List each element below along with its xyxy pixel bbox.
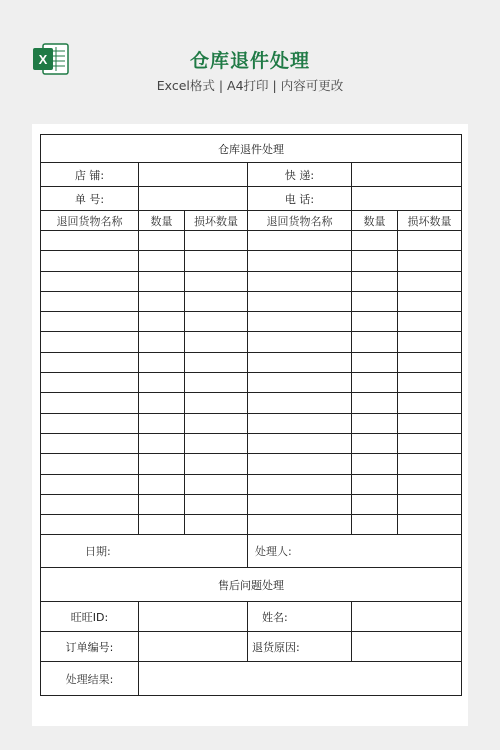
- table-cell[interactable]: [139, 352, 185, 372]
- result-field[interactable]: [139, 662, 462, 696]
- return-reason-field[interactable]: [352, 632, 462, 662]
- table-row: [41, 393, 462, 413]
- form-title: 仓库退件处理: [41, 135, 462, 163]
- table-cell[interactable]: [248, 494, 352, 514]
- table-cell[interactable]: [352, 413, 398, 433]
- table-row: [41, 271, 462, 291]
- wangwang-label: 旺旺ID:: [41, 602, 139, 632]
- table-cell[interactable]: [352, 332, 398, 352]
- table-cell[interactable]: [185, 271, 248, 291]
- wangwang-field[interactable]: [139, 602, 248, 632]
- table-cell[interactable]: [398, 251, 462, 271]
- table-cell[interactable]: [41, 413, 139, 433]
- table-row: [41, 454, 462, 474]
- table-row: [41, 494, 462, 514]
- col-header-qty: 数量: [139, 211, 185, 231]
- table-cell[interactable]: [41, 393, 139, 413]
- shop-label: 店 铺:: [41, 163, 139, 187]
- table-cell[interactable]: [139, 393, 185, 413]
- table-cell[interactable]: [41, 312, 139, 332]
- col-header-damaged-qty-2: 损坏数量: [398, 211, 462, 231]
- after-sales-title: 售后问题处理: [41, 568, 462, 602]
- table-row: [41, 251, 462, 271]
- table-cell[interactable]: [248, 373, 352, 393]
- table-cell[interactable]: [41, 454, 139, 474]
- table-row: [41, 332, 462, 352]
- table-cell[interactable]: [139, 433, 185, 453]
- table-cell[interactable]: [398, 271, 462, 291]
- table-row: [41, 413, 462, 433]
- table-cell[interactable]: [352, 515, 398, 535]
- table-cell[interactable]: [248, 352, 352, 372]
- table-cell[interactable]: [41, 271, 139, 291]
- order-field[interactable]: [139, 187, 248, 211]
- page-header: [0, 0, 500, 118]
- table-cell[interactable]: [398, 454, 462, 474]
- return-reason-label: 退货原因:: [248, 632, 352, 662]
- table-cell[interactable]: [185, 413, 248, 433]
- table-cell[interactable]: [185, 515, 248, 535]
- table-cell[interactable]: [398, 373, 462, 393]
- table-cell[interactable]: [41, 515, 139, 535]
- table-cell[interactable]: [41, 433, 139, 453]
- table-cell[interactable]: [398, 352, 462, 372]
- return-form-table: [40, 134, 462, 696]
- table-cell[interactable]: [139, 291, 185, 311]
- table-row: [41, 433, 462, 453]
- table-cell[interactable]: [185, 373, 248, 393]
- date-label: 日期:: [41, 535, 248, 568]
- name-field[interactable]: [352, 602, 462, 632]
- table-cell[interactable]: [185, 332, 248, 352]
- table-cell[interactable]: [352, 474, 398, 494]
- table-row: [41, 231, 462, 251]
- table-cell[interactable]: [41, 332, 139, 352]
- express-field[interactable]: [352, 163, 462, 187]
- table-cell[interactable]: [248, 332, 352, 352]
- table-cell[interactable]: [139, 515, 185, 535]
- table-cell[interactable]: [185, 251, 248, 271]
- table-cell[interactable]: [41, 251, 139, 271]
- order-no-field[interactable]: [139, 632, 248, 662]
- table-cell[interactable]: [41, 291, 139, 311]
- table-cell[interactable]: [185, 291, 248, 311]
- table-cell[interactable]: [185, 393, 248, 413]
- form-sheet: [32, 124, 468, 726]
- col-header-damaged-qty: 损坏数量: [185, 211, 248, 231]
- svg-text:X: X: [38, 52, 48, 67]
- table-cell[interactable]: [248, 251, 352, 271]
- table-cell[interactable]: [398, 515, 462, 535]
- table-cell[interactable]: [352, 454, 398, 474]
- table-cell[interactable]: [398, 494, 462, 514]
- table-cell[interactable]: [248, 271, 352, 291]
- table-cell[interactable]: [352, 393, 398, 413]
- page-subtitle: Excel格式 | A4打印 | 内容可更改: [156, 78, 344, 93]
- table-row: [41, 291, 462, 311]
- shop-field[interactable]: [139, 163, 248, 187]
- table-cell[interactable]: [248, 312, 352, 332]
- table-cell[interactable]: [248, 413, 352, 433]
- table-cell[interactable]: [41, 231, 139, 251]
- table-cell[interactable]: [139, 251, 185, 271]
- table-cell[interactable]: [185, 352, 248, 372]
- table-cell[interactable]: [41, 474, 139, 494]
- table-cell[interactable]: [139, 373, 185, 393]
- table-cell[interactable]: [398, 393, 462, 413]
- table-cell[interactable]: [398, 433, 462, 453]
- express-label: 快 递:: [248, 163, 352, 187]
- phone-field[interactable]: [352, 187, 462, 211]
- order-label: 单 号:: [41, 187, 139, 211]
- col-header-item-name: 退回货物名称: [41, 211, 139, 231]
- table-cell[interactable]: [139, 312, 185, 332]
- table-cell[interactable]: [41, 352, 139, 372]
- table-cell[interactable]: [398, 291, 462, 311]
- handler-label: 处理人:: [248, 535, 462, 568]
- table-cell[interactable]: [139, 271, 185, 291]
- table-cell[interactable]: [352, 251, 398, 271]
- table-cell[interactable]: [248, 231, 352, 251]
- table-cell[interactable]: [352, 352, 398, 372]
- table-cell[interactable]: [139, 231, 185, 251]
- table-cell[interactable]: [248, 393, 352, 413]
- table-cell[interactable]: [139, 413, 185, 433]
- table-cell[interactable]: [248, 433, 352, 453]
- table-cell[interactable]: [185, 433, 248, 453]
- table-cell[interactable]: [248, 474, 352, 494]
- table-cell[interactable]: [398, 413, 462, 433]
- table-cell[interactable]: [139, 454, 185, 474]
- phone-label: 电 话:: [248, 187, 352, 211]
- table-cell[interactable]: [398, 332, 462, 352]
- table-cell[interactable]: [398, 474, 462, 494]
- table-cell[interactable]: [352, 271, 398, 291]
- table-cell[interactable]: [352, 494, 398, 514]
- table-cell[interactable]: [41, 494, 139, 514]
- table-cell[interactable]: [185, 454, 248, 474]
- table-row: [41, 474, 462, 494]
- col-header-qty-2: 数量: [352, 211, 398, 231]
- table-cell[interactable]: [352, 312, 398, 332]
- table-cell[interactable]: [398, 312, 462, 332]
- col-header-item-name-2: 退回货物名称: [248, 211, 352, 231]
- table-cell[interactable]: [41, 373, 139, 393]
- table-cell[interactable]: [248, 291, 352, 311]
- table-row: [41, 312, 462, 332]
- table-cell[interactable]: [139, 332, 185, 352]
- table-row: [41, 352, 462, 372]
- table-cell[interactable]: [352, 433, 398, 453]
- table-cell[interactable]: [185, 312, 248, 332]
- table-cell[interactable]: [185, 231, 248, 251]
- name-label: 姓名:: [248, 602, 352, 632]
- table-row: [41, 373, 462, 393]
- order-no-label: 订单编号:: [41, 632, 139, 662]
- table-cell[interactable]: [398, 231, 462, 251]
- table-cell[interactable]: [139, 474, 185, 494]
- table-cell[interactable]: [185, 474, 248, 494]
- table-row: [41, 515, 462, 535]
- table-cell[interactable]: [185, 494, 248, 514]
- result-label: 处理结果:: [41, 662, 139, 696]
- table-cell[interactable]: [352, 291, 398, 311]
- page-title: 仓库退件处理: [189, 50, 310, 72]
- table-cell[interactable]: [248, 515, 352, 535]
- table-cell[interactable]: [139, 494, 185, 514]
- table-cell[interactable]: [352, 373, 398, 393]
- table-cell[interactable]: [352, 231, 398, 251]
- table-cell[interactable]: [248, 454, 352, 474]
